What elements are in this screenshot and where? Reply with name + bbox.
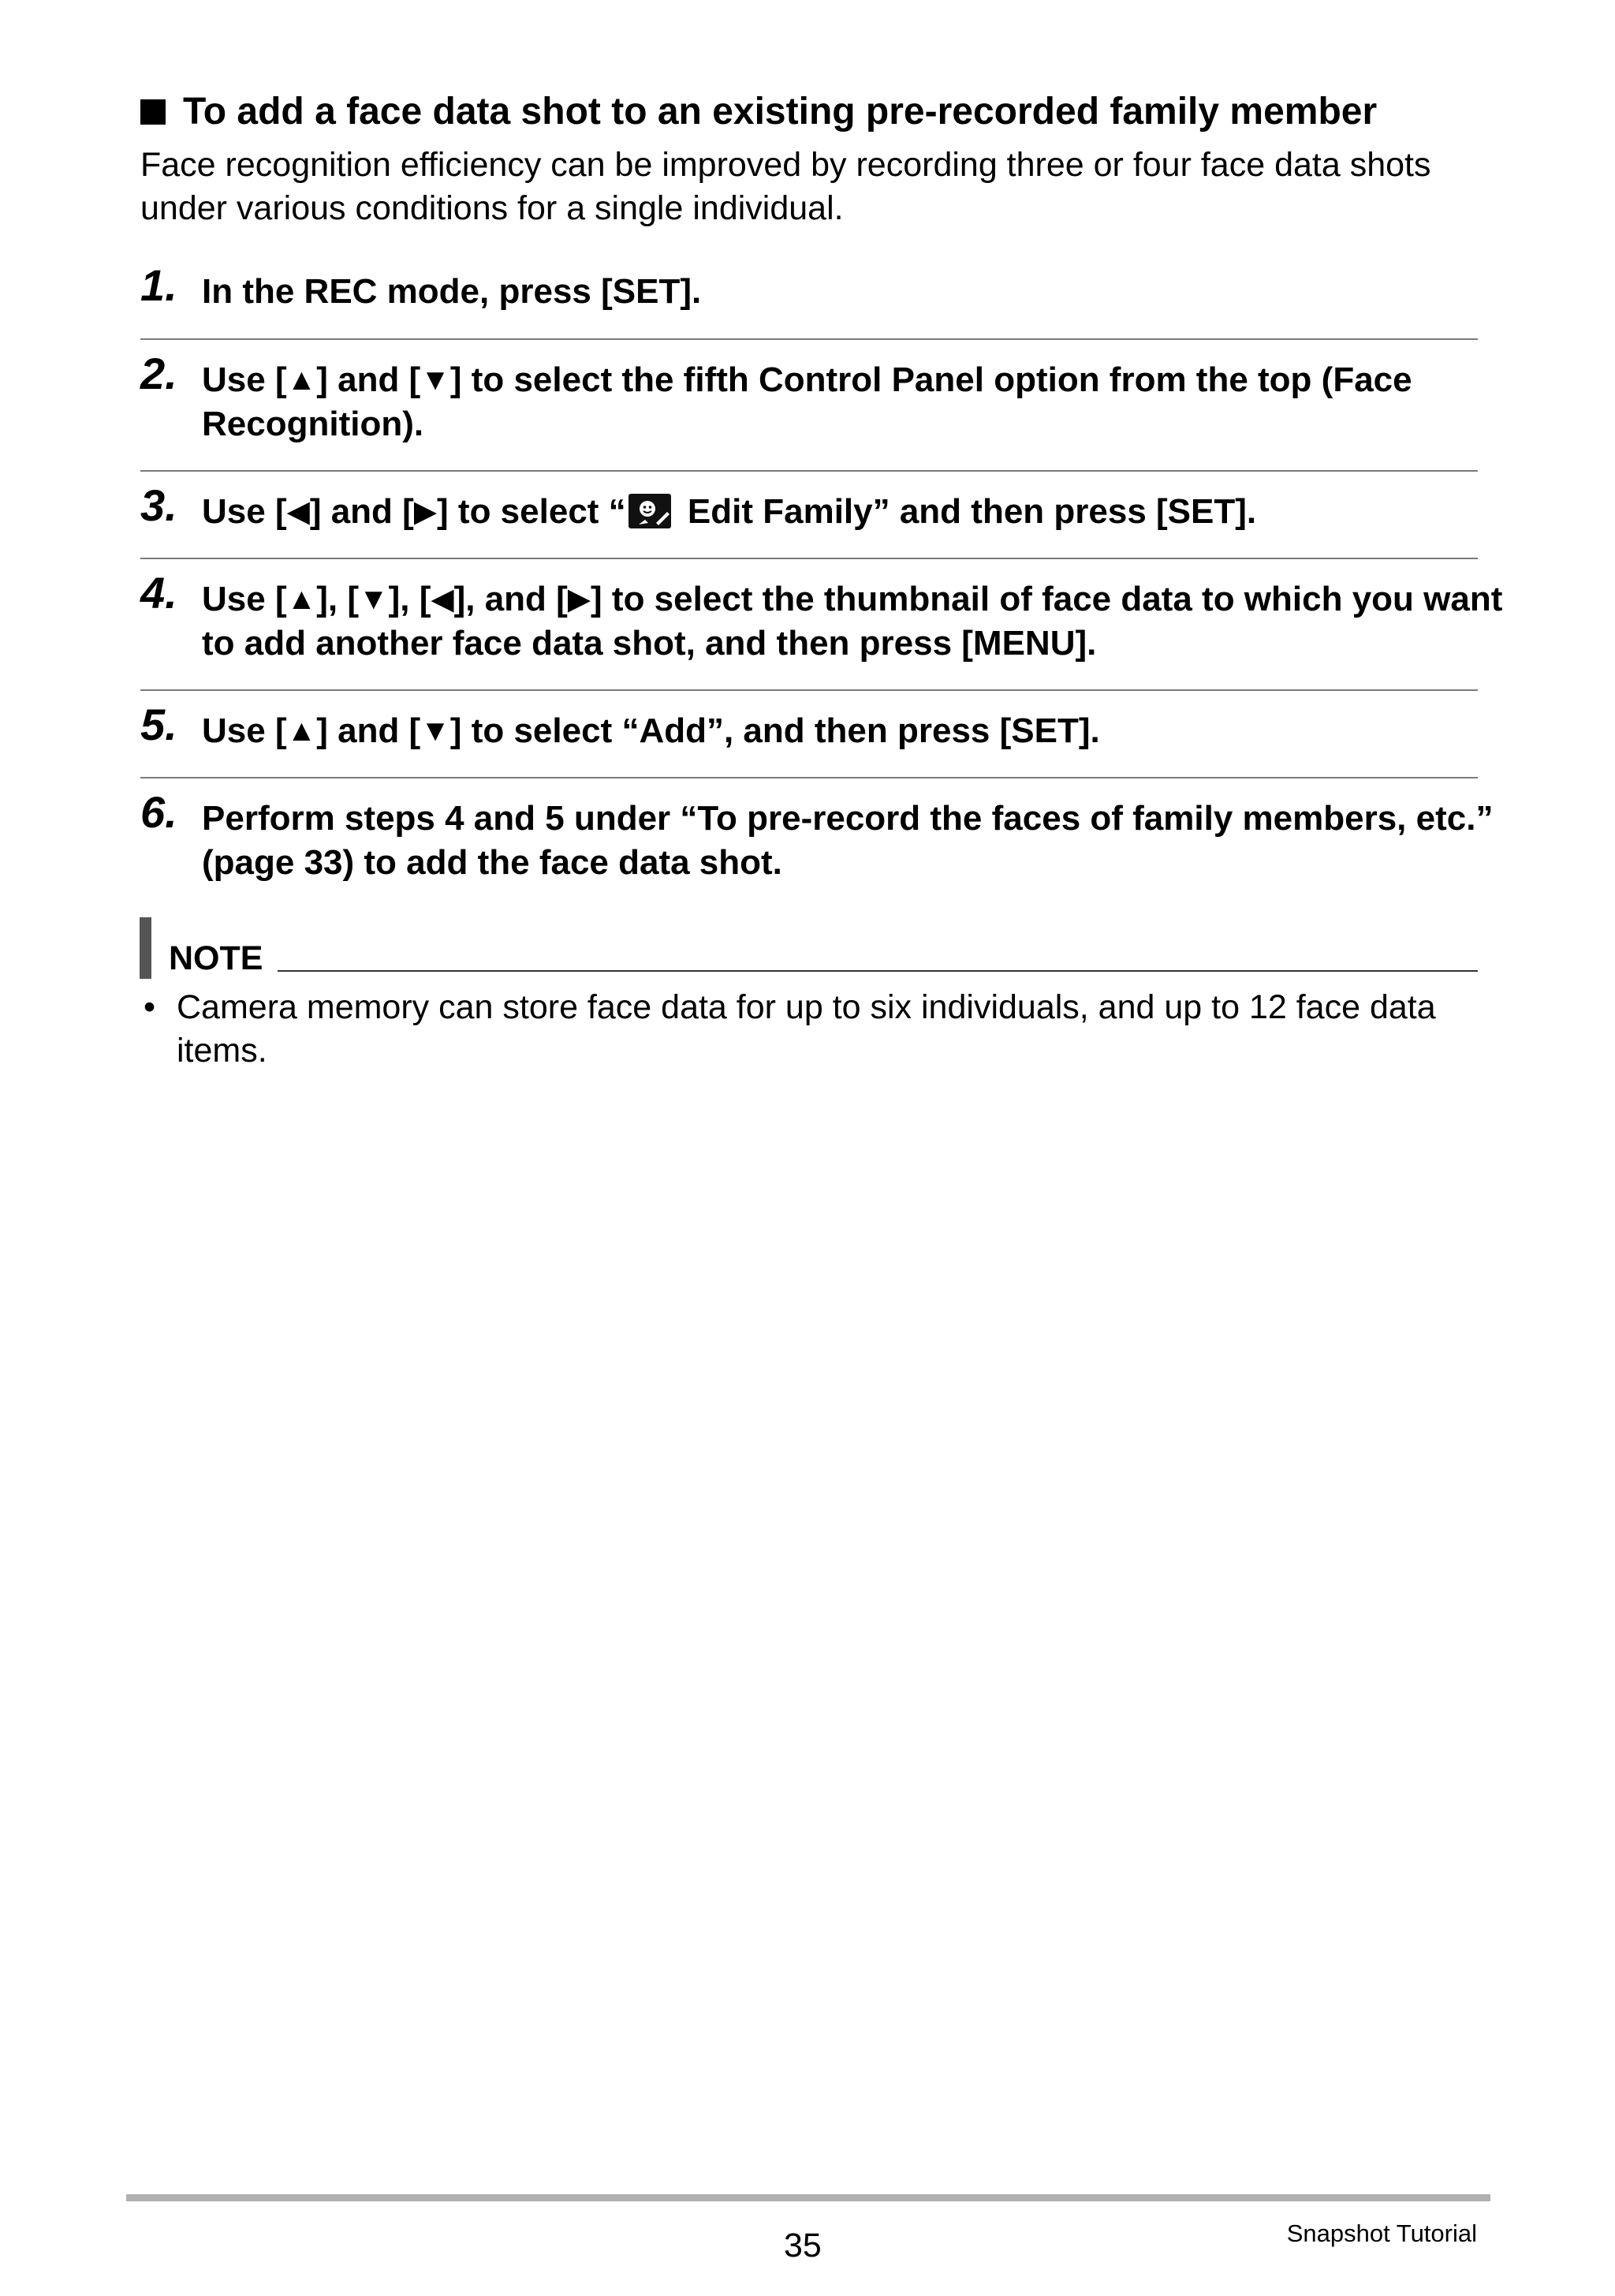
step-number: 4. — [140, 568, 177, 618]
note-bullet: • — [144, 988, 156, 1026]
step-divider — [140, 689, 1478, 691]
step-text: Use [▲], [▼], [◀], and [▶] to select the thumbnail of face data to which you want to add another face data shot, and then press [MENU]. — [202, 580, 1503, 663]
note-marker — [140, 917, 151, 979]
step-number: 3. — [140, 480, 177, 530]
step-divider — [140, 777, 1478, 778]
up-arrow-icon: ▲ — [286, 715, 317, 748]
note-rule — [278, 970, 1478, 972]
note-label: NOTE — [169, 939, 263, 977]
down-arrow-icon: ▼ — [420, 715, 450, 748]
step-text: Perform steps 4 and 5 under “To pre-record the faces of family members, etc.” (page 33) to add the face data shot. — [202, 799, 1494, 882]
step-text: Use [▲] and [▼] to select “Add”, and then press [SET]. — [202, 711, 1100, 750]
footer-rule — [126, 2194, 1490, 2201]
step-number: 2. — [140, 349, 177, 398]
page-number: 35 — [784, 2227, 822, 2264]
footer-section-title: Snapshot Tutorial — [1286, 2219, 1477, 2247]
left-arrow-icon: ◀ — [286, 495, 310, 528]
left-arrow-icon: ◀ — [431, 583, 454, 616]
section-intro: Face recognition efficiency can be improved by recording three or four face data shots under various conditions for a single individual. — [140, 146, 1431, 227]
right-arrow-icon: ▶ — [567, 583, 591, 616]
right-arrow-icon: ▶ — [413, 495, 438, 528]
step-text: Use [▲] and [▼] to select the fifth Control Panel option from the top (Face Recognition). — [202, 360, 1412, 443]
step-divider — [140, 338, 1478, 340]
step-number: 5. — [140, 700, 177, 749]
up-arrow-icon: ▲ — [286, 583, 317, 616]
edit-family-icon — [628, 493, 672, 529]
step-number: 1. — [140, 260, 177, 310]
step-number: 6. — [140, 787, 177, 837]
step-divider — [140, 470, 1478, 472]
section-heading — [140, 88, 1377, 136]
section-title: To add a face data shot to an existing pre-recorded family member — [183, 91, 1378, 133]
down-arrow-icon: ▼ — [420, 364, 450, 397]
square-bullet-icon — [140, 99, 166, 125]
up-arrow-icon: ▲ — [286, 364, 317, 397]
step-text: In the REC mode, press [SET]. — [202, 272, 702, 311]
step-text: Use [◀] and [▶] to select “ Edit Family” and then press [SET]. — [202, 492, 1257, 531]
note-text: Camera memory can store face data for up to six individuals, and up to 12 face data items. — [177, 988, 1436, 1070]
step-divider — [140, 558, 1478, 559]
down-arrow-icon: ▼ — [358, 583, 389, 616]
